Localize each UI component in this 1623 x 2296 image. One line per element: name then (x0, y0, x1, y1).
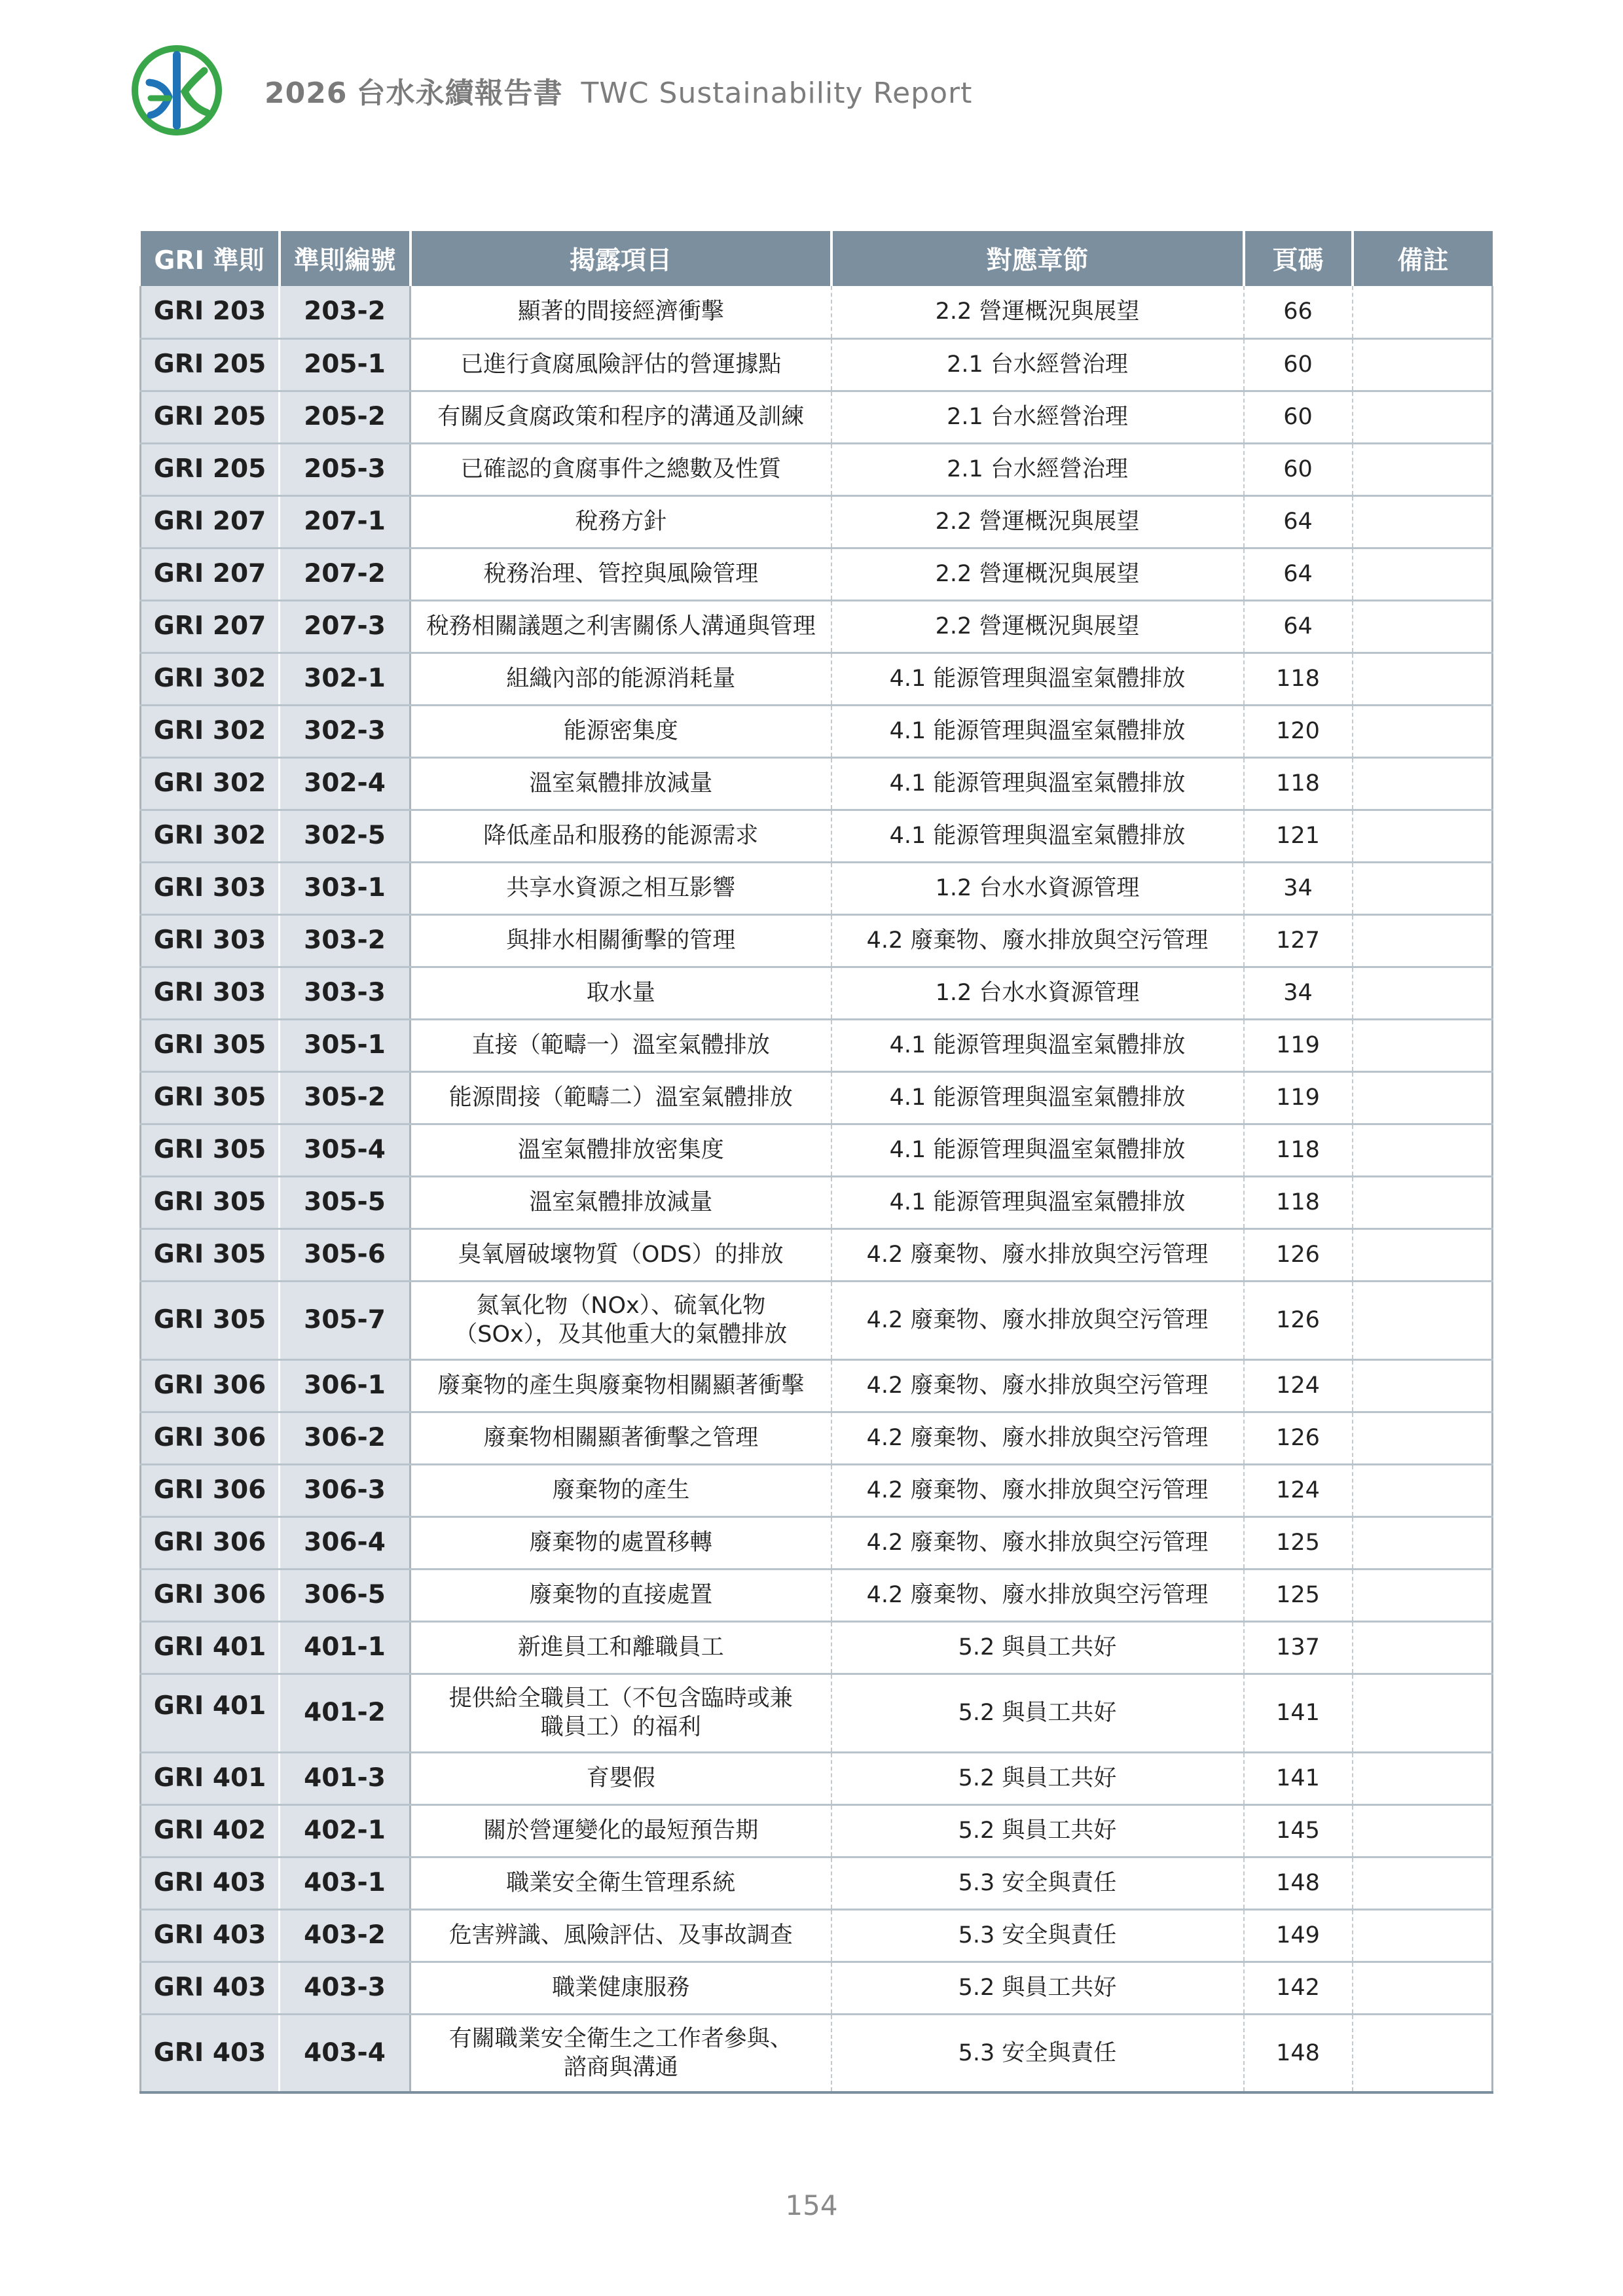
page-cell: 34 (1244, 967, 1353, 1019)
disclosure-item-cell (410, 495, 831, 548)
disclosure-item-cell (410, 914, 831, 967)
disclosure-item-line: 有關職業安全衛生之工作者參與、 (448, 2025, 793, 2052)
disclosure-item-cell (410, 1281, 831, 1359)
section-cell: 4.2 廢棄物、廢水排放與空污管理 (831, 1359, 1244, 1412)
gri-standard-cell: GRI 306 (141, 1464, 280, 1516)
disclosure-code-cell: 401-1 (280, 1621, 410, 1674)
section-cell: 2.1 台水經營治理 (831, 391, 1244, 443)
page-cell: 137 (1244, 1621, 1353, 1674)
disclosure-item-cell (410, 1857, 831, 1909)
note-cell (1353, 1857, 1493, 1909)
table-row (141, 443, 1493, 495)
gri-standard-cell: GRI 305 (141, 1124, 280, 1176)
page-cell: 121 (1244, 810, 1353, 862)
disclosure-item-cell (410, 1752, 831, 1804)
table-row (141, 1621, 1493, 1674)
note-cell (1353, 495, 1493, 548)
note-cell (1353, 1176, 1493, 1229)
gri-standard-cell: GRI 303 (141, 967, 280, 1019)
table-row (141, 862, 1493, 914)
section-cell: 5.3 安全與責任 (831, 1857, 1244, 1909)
gri-standard-cell: GRI 305 (141, 1229, 280, 1281)
disclosure-item-cell (410, 1804, 831, 1857)
section-cell: 2.1 台水經營治理 (831, 443, 1244, 495)
gri-standard-cell: GRI 303 (141, 914, 280, 967)
note-cell (1353, 862, 1493, 914)
section-cell: 5.2 與員工共好 (831, 1804, 1244, 1857)
page-cell: 126 (1244, 1229, 1353, 1281)
disclosure-item-cell (410, 1124, 831, 1176)
note-cell (1353, 1752, 1493, 1804)
gri-standard-cell: GRI 305 (141, 1019, 280, 1071)
gri-standard-cell: GRI 403 (141, 1857, 280, 1909)
disclosure-item-line: 已進行貪腐風險評估的營運據點 (460, 351, 782, 378)
section-cell: 4.2 廢棄物、廢水排放與空污管理 (831, 1281, 1244, 1359)
note-cell (1353, 1281, 1493, 1359)
gri-standard-cell: GRI 302 (141, 705, 280, 757)
page-cell: 126 (1244, 1412, 1353, 1464)
page-cell: 124 (1244, 1359, 1353, 1412)
table-row (141, 1752, 1493, 1804)
section-cell: 2.2 營運概況與展望 (831, 286, 1244, 338)
gri-standard-cell: GRI 306 (141, 1412, 280, 1464)
section-cell: 4.2 廢棄物、廢水排放與空污管理 (831, 1516, 1244, 1569)
gri-standard-cell: GRI 403 (141, 1962, 280, 2014)
gri-standard-cell: GRI 303 (141, 862, 280, 914)
disclosure-item-line: 諮商與溝通 (563, 2054, 678, 2081)
disclosure-item-line: 有關反貪腐政策和程序的溝通及訓練 (437, 404, 805, 430)
note-cell (1353, 1229, 1493, 1281)
note-cell (1353, 1359, 1493, 1412)
disclosure-code-cell: 207-1 (280, 495, 410, 548)
page-cell: 124 (1244, 1464, 1353, 1516)
gri-standard-cell: GRI 207 (141, 495, 280, 548)
table-row (141, 391, 1493, 443)
section-cell: 5.2 與員工共好 (831, 1752, 1244, 1804)
table-row (141, 967, 1493, 1019)
disclosure-code-cell: 303-1 (280, 862, 410, 914)
disclosure-item-line: 職業安全衛生管理系統 (506, 1870, 736, 1896)
section-cell: 2.2 營運概況與展望 (831, 495, 1244, 548)
disclosure-item-line: 氮氧化物（NOx）、硫氧化物 (476, 1293, 766, 1319)
disclosure-item-line: 取水量 (586, 980, 655, 1006)
page-cell: 148 (1244, 2014, 1353, 2092)
disclosure-item-line: 廢棄物的處置移轉 (529, 1530, 713, 1556)
table-row (141, 1857, 1493, 1909)
disclosure-code-cell: 305-1 (280, 1019, 410, 1071)
section-cell: 5.2 與員工共好 (831, 1621, 1244, 1674)
disclosure-item-cell (410, 391, 831, 443)
section-cell: 4.2 廢棄物、廢水排放與空污管理 (831, 1464, 1244, 1516)
note-cell (1353, 600, 1493, 653)
section-cell: 5.3 安全與責任 (831, 2014, 1244, 2092)
disclosure-item-cell (410, 1516, 831, 1569)
note-cell (1353, 338, 1493, 391)
section-cell: 1.2 台水水資源管理 (831, 862, 1244, 914)
note-cell (1353, 810, 1493, 862)
gri-standard-cell: GRI 302 (141, 810, 280, 862)
page-cell: 148 (1244, 1857, 1353, 1909)
note-cell (1353, 653, 1493, 705)
table-row (141, 1359, 1493, 1412)
disclosure-item-line: 稅務方針 (575, 509, 667, 535)
disclosure-item-line: 能源間接（範疇二）溫室氣體排放 (448, 1085, 793, 1111)
gri-standard-cell: GRI 203 (141, 286, 280, 338)
page-cell: 60 (1244, 391, 1353, 443)
disclosure-item-cell (410, 600, 831, 653)
table-row (141, 705, 1493, 757)
disclosure-code-cell: 402-1 (280, 1804, 410, 1857)
note-cell (1353, 914, 1493, 967)
page-cell: 60 (1244, 338, 1353, 391)
table-row (141, 653, 1493, 705)
disclosure-code-cell: 207-3 (280, 600, 410, 653)
page-cell: 120 (1244, 705, 1353, 757)
disclosure-code-cell: 306-4 (280, 1516, 410, 1569)
disclosure-item-line: 廢棄物的產生與廢棄物相關顯著衝擊 (437, 1372, 805, 1399)
gri-standard-cell: GRI 306 (141, 1569, 280, 1621)
section-cell: 1.2 台水水資源管理 (831, 967, 1244, 1019)
page-cell: 64 (1244, 600, 1353, 653)
page-cell: 125 (1244, 1569, 1353, 1621)
note-cell (1353, 1124, 1493, 1176)
table-row (141, 600, 1493, 653)
disclosure-item-line: 危害辨識、風險評估、及事故調查 (448, 1922, 793, 1948)
gri-standard-cell: GRI 207 (141, 548, 280, 600)
gri-standard-cell: GRI 401 (141, 1674, 280, 1752)
twc-logo-icon (131, 45, 223, 136)
section-cell: 4.2 廢棄物、廢水排放與空污管理 (831, 1229, 1244, 1281)
disclosure-item-line: 臭氧層破壞物質（ODS）的排放 (458, 1242, 784, 1268)
disclosure-code-cell: 205-3 (280, 443, 410, 495)
note-cell (1353, 1962, 1493, 2014)
disclosure-code-cell: 306-1 (280, 1359, 410, 1412)
disclosure-item-cell (410, 443, 831, 495)
disclosure-code-cell: 305-2 (280, 1071, 410, 1124)
section-cell: 4.1 能源管理與溫室氣體排放 (831, 1124, 1244, 1176)
page-cell: 142 (1244, 1962, 1353, 2014)
report-title-en: TWC Sustainability Report (581, 77, 973, 110)
page-cell: 66 (1244, 286, 1353, 338)
disclosure-item-cell (410, 1621, 831, 1674)
gri-standard-cell: GRI 205 (141, 443, 280, 495)
note-cell (1353, 967, 1493, 1019)
disclosure-item-line: 直接（範疇一）溫室氣體排放 (471, 1032, 770, 1058)
disclosure-item-line: 稅務治理、管控與風險管理 (483, 561, 759, 587)
note-cell (1353, 757, 1493, 810)
table-row (141, 1909, 1493, 1962)
disclosure-item-line: 職業健康服務 (552, 1975, 690, 2001)
gri-standard-cell: GRI 305 (141, 1176, 280, 1229)
table-body (141, 286, 1493, 2092)
disclosure-code-cell: 306-5 (280, 1569, 410, 1621)
page-cell: 119 (1244, 1071, 1353, 1124)
disclosure-item-line: 顯著的間接經濟衝擊 (517, 298, 724, 325)
disclosure-item-cell (410, 286, 831, 338)
table-row (141, 1516, 1493, 1569)
note-cell (1353, 1464, 1493, 1516)
table-row (141, 1412, 1493, 1464)
section-cell: 2.2 營運概況與展望 (831, 548, 1244, 600)
table-row (141, 1962, 1493, 2014)
table-row (141, 1124, 1493, 1176)
disclosure-item-line: 稅務相關議題之利害關係人溝通與管理 (426, 613, 816, 639)
disclosure-code-cell: 303-3 (280, 967, 410, 1019)
disclosure-item-cell (410, 705, 831, 757)
table-row (141, 1176, 1493, 1229)
note-cell (1353, 443, 1493, 495)
note-cell (1353, 2014, 1493, 2092)
note-cell (1353, 1621, 1493, 1674)
section-cell: 4.2 廢棄物、廢水排放與空污管理 (831, 1569, 1244, 1621)
disclosure-code-cell: 207-2 (280, 548, 410, 600)
disclosure-item-cell (410, 1071, 831, 1124)
disclosure-code-cell: 306-2 (280, 1412, 410, 1464)
section-cell: 2.1 台水經營治理 (831, 338, 1244, 391)
page-cell: 126 (1244, 1281, 1353, 1359)
note-cell (1353, 1804, 1493, 1857)
gri-index-table (139, 231, 1493, 2094)
gri-standard-cell: GRI 302 (141, 757, 280, 810)
disclosure-item-cell (410, 967, 831, 1019)
report-year: 2026 (264, 77, 348, 110)
page-cell: 118 (1244, 653, 1353, 705)
section-cell: 4.2 廢棄物、廢水排放與空污管理 (831, 1412, 1244, 1464)
disclosure-item-line: 提供給全職員工（不包含臨時或兼 (448, 1685, 793, 1712)
column-header: 對應章節 (831, 231, 1244, 286)
page-cell: 118 (1244, 1176, 1353, 1229)
gri-standard-cell: GRI 306 (141, 1359, 280, 1412)
gri-standard-cell: GRI 403 (141, 1909, 280, 1962)
disclosure-item-line: 溫室氣體排放密集度 (517, 1137, 724, 1163)
disclosure-item-cell (410, 653, 831, 705)
note-cell (1353, 1019, 1493, 1071)
table-row (141, 2014, 1493, 2092)
disclosure-item-cell (410, 1359, 831, 1412)
section-cell: 4.1 能源管理與溫室氣體排放 (831, 653, 1244, 705)
disclosure-item-line: 廢棄物相關顯著衝擊之管理 (483, 1425, 759, 1451)
note-cell (1353, 1909, 1493, 1962)
column-header: 頁碼 (1244, 231, 1353, 286)
disclosure-item-line: 共享水資源之相互影響 (506, 875, 736, 901)
disclosure-item-cell (410, 1962, 831, 2014)
disclosure-item-cell (410, 2014, 831, 2092)
disclosure-code-cell: 305-4 (280, 1124, 410, 1176)
section-cell: 4.2 廢棄物、廢水排放與空污管理 (831, 914, 1244, 967)
disclosure-item-line: 育嬰假 (586, 1765, 655, 1791)
disclosure-item-line: 組織內部的能源消耗量 (506, 666, 736, 692)
disclosure-code-cell: 205-1 (280, 338, 410, 391)
disclosure-code-cell: 305-5 (280, 1176, 410, 1229)
disclosure-code-cell: 305-7 (280, 1281, 410, 1359)
disclosure-code-cell: 403-1 (280, 1857, 410, 1909)
disclosure-item-line: 職員工）的福利 (540, 1714, 701, 1740)
disclosure-item-cell (410, 1019, 831, 1071)
disclosure-code-cell: 302-4 (280, 757, 410, 810)
table-row (141, 338, 1493, 391)
disclosure-code-cell: 203-2 (280, 286, 410, 338)
disclosure-item-line: 廢棄物的直接處置 (529, 1582, 713, 1608)
disclosure-item-line: 已確認的貪腐事件之總數及性質 (460, 456, 782, 482)
gri-standard-cell: GRI 305 (141, 1071, 280, 1124)
note-cell (1353, 1569, 1493, 1621)
disclosure-item-line: （SOx），及其他重大的氣體排放 (454, 1321, 788, 1348)
section-cell: 4.1 能源管理與溫室氣體排放 (831, 757, 1244, 810)
note-cell (1353, 391, 1493, 443)
disclosure-code-cell: 302-5 (280, 810, 410, 862)
disclosure-code-cell: 403-4 (280, 2014, 410, 2092)
note-cell (1353, 705, 1493, 757)
disclosure-item-line: 廢棄物的產生 (552, 1477, 690, 1503)
disclosure-code-cell: 305-6 (280, 1229, 410, 1281)
report-header (131, 45, 972, 136)
disclosure-item-line: 新進員工和離職員工 (517, 1634, 724, 1660)
section-cell: 5.2 與員工共好 (831, 1674, 1244, 1752)
disclosure-item-line: 能源密集度 (563, 718, 678, 744)
page-number: 154 (785, 2189, 838, 2221)
disclosure-code-cell: 403-2 (280, 1909, 410, 1962)
disclosure-code-cell: 302-3 (280, 705, 410, 757)
column-header: 準則編號 (280, 231, 410, 286)
section-cell: 4.1 能源管理與溫室氣體排放 (831, 1071, 1244, 1124)
page-cell: 125 (1244, 1516, 1353, 1569)
gri-standard-cell: GRI 207 (141, 600, 280, 653)
table-row (141, 495, 1493, 548)
gri-standard-cell: GRI 401 (141, 1752, 280, 1804)
table-row (141, 914, 1493, 967)
gri-standard-cell: GRI 205 (141, 391, 280, 443)
page-cell: 149 (1244, 1909, 1353, 1962)
table-header-row (141, 231, 1493, 286)
column-header: 揭露項目 (410, 231, 831, 286)
section-cell: 4.1 能源管理與溫室氣體排放 (831, 810, 1244, 862)
section-cell: 5.3 安全與責任 (831, 1909, 1244, 1962)
page-cell: 119 (1244, 1019, 1353, 1071)
disclosure-item-cell (410, 548, 831, 600)
disclosure-item-cell (410, 1176, 831, 1229)
page-cell: 145 (1244, 1804, 1353, 1857)
page-cell: 141 (1244, 1752, 1353, 1804)
disclosure-code-cell: 401-2 (280, 1674, 410, 1752)
disclosure-code-cell: 403-3 (280, 1962, 410, 2014)
gri-standard-cell: GRI 302 (141, 653, 280, 705)
report-title (264, 69, 972, 111)
disclosure-item-cell (410, 810, 831, 862)
gri-standard-cell: GRI 402 (141, 1804, 280, 1857)
table-row (141, 1674, 1493, 1752)
table-row (141, 757, 1493, 810)
disclosure-item-cell (410, 1412, 831, 1464)
page-cell: 127 (1244, 914, 1353, 967)
page-cell: 118 (1244, 757, 1353, 810)
note-cell (1353, 286, 1493, 338)
gri-standard-cell: GRI 305 (141, 1281, 280, 1359)
note-cell (1353, 1674, 1493, 1752)
disclosure-item-cell (410, 1229, 831, 1281)
disclosure-code-cell: 205-2 (280, 391, 410, 443)
disclosure-item-cell (410, 1569, 831, 1621)
section-cell: 2.2 營運概況與展望 (831, 600, 1244, 653)
section-cell: 4.1 能源管理與溫室氣體排放 (831, 1019, 1244, 1071)
page-cell: 118 (1244, 1124, 1353, 1176)
disclosure-item-cell (410, 1909, 831, 1962)
column-header: 備註 (1353, 231, 1493, 286)
disclosure-item-line: 降低產品和服務的能源需求 (483, 823, 759, 849)
page-cell: 64 (1244, 548, 1353, 600)
disclosure-item-cell (410, 338, 831, 391)
disclosure-code-cell: 401-3 (280, 1752, 410, 1804)
disclosure-item-cell (410, 1464, 831, 1516)
page-cell: 141 (1244, 1674, 1353, 1752)
disclosure-item-cell (410, 862, 831, 914)
disclosure-item-cell (410, 757, 831, 810)
table-row (141, 1281, 1493, 1359)
table-row (141, 1569, 1493, 1621)
gri-standard-cell: GRI 306 (141, 1516, 280, 1569)
section-cell: 4.1 能源管理與溫室氣體排放 (831, 1176, 1244, 1229)
page-cell: 34 (1244, 862, 1353, 914)
page-cell: 64 (1244, 495, 1353, 548)
section-cell: 4.1 能源管理與溫室氣體排放 (831, 705, 1244, 757)
gri-standard-cell: GRI 401 (141, 1621, 280, 1674)
disclosure-item-line: 關於營運變化的最短預告期 (483, 1818, 759, 1844)
table-row (141, 810, 1493, 862)
note-cell (1353, 1071, 1493, 1124)
note-cell (1353, 1516, 1493, 1569)
note-cell (1353, 548, 1493, 600)
section-cell: 5.2 與員工共好 (831, 1962, 1244, 2014)
disclosure-code-cell: 302-1 (280, 653, 410, 705)
note-cell (1353, 1412, 1493, 1464)
table-row (141, 548, 1493, 600)
table-row (141, 1019, 1493, 1071)
table-row (141, 286, 1493, 338)
disclosure-item-cell (410, 1674, 831, 1752)
table-row (141, 1071, 1493, 1124)
disclosure-item-line: 溫室氣體排放減量 (529, 770, 713, 797)
table-row (141, 1464, 1493, 1516)
disclosure-code-cell: 306-3 (280, 1464, 410, 1516)
page-cell: 60 (1244, 443, 1353, 495)
table-row (141, 1804, 1493, 1857)
column-header: GRI 準則 (141, 231, 280, 286)
table-row (141, 1229, 1493, 1281)
disclosure-item-line: 溫室氣體排放減量 (529, 1189, 713, 1215)
disclosure-code-cell: 303-2 (280, 914, 410, 967)
disclosure-item-line: 與排水相關衝擊的管理 (506, 927, 736, 954)
gri-standard-cell: GRI 205 (141, 338, 280, 391)
gri-standard-cell: GRI 403 (141, 2014, 280, 2092)
report-title-zh: 台水永續報告書 (356, 77, 563, 110)
